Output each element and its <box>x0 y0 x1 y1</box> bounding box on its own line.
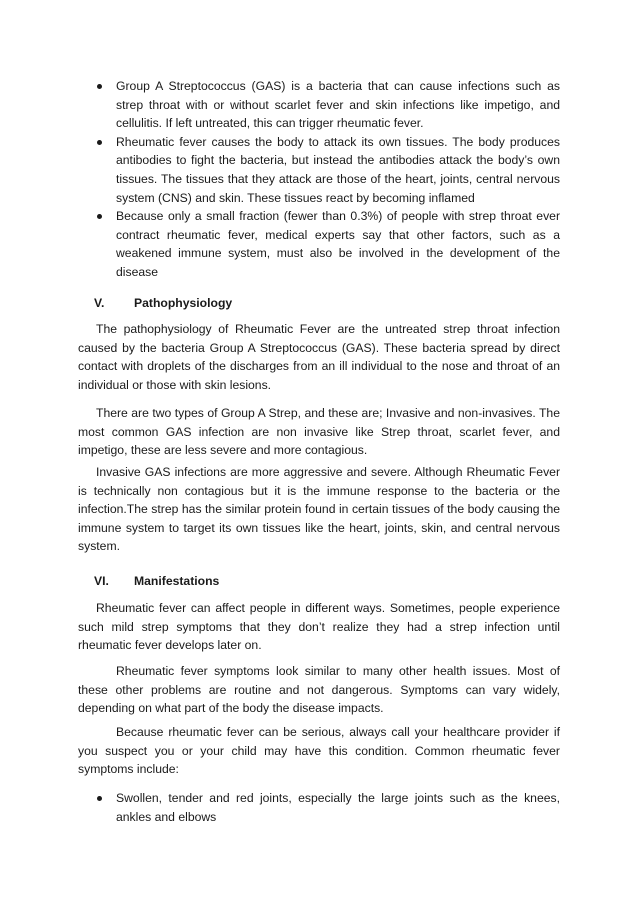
paragraph: Because rheumatic fever can be serious, always call your healthcare provider if you suspect you or your child may have this condition. Common rheumatic fever symptoms include: <box>78 725 560 777</box>
list-item <box>78 789 560 826</box>
bullet-icon <box>97 796 102 801</box>
paragraph: The pathophysiology of Rheumatic Fever are the untreated strep throat infection caused by the bacteria Group A Streptococcus (GAS). These bacteria spread by direct contact with droplets of the discharges from an ill individual to the nose and throat of an individual or those with skin lesions. <box>78 322 560 392</box>
intro-bullet-list <box>78 77 560 282</box>
section-number: V. <box>94 296 105 310</box>
paragraph: Rheumatic fever can affect people in different ways. Sometimes, people experience such mild strep symptoms that they don’t realize they had a strep infection until rheumatic fever develops later on. <box>78 601 560 653</box>
list-item-text: Group A Streptococcus (GAS) is a bacteria that can cause infections such as strep throat with or without scarlet fever and skin infections like impetigo, and cellulitis. If left untreated, this can trigger rheumatic fever. <box>116 79 560 131</box>
section-heading-pathophysiology <box>94 294 232 313</box>
list-item <box>78 207 560 281</box>
section-title: Manifestations <box>134 574 220 588</box>
section-heading-manifestations <box>94 572 219 591</box>
paragraph: Invasive GAS infections are more aggressive and severe. Although Rheumatic Fever is technically non contagious but it is the immune response to the bacteria or the infection.The strep has the similar protein found in certain tissues of the body causing the immune system to target its own tissues like the heart, joints, skin, and central nervous system. <box>78 465 560 554</box>
symptom-bullet-list <box>78 789 560 826</box>
section-title: Pathophysiology <box>134 296 233 310</box>
list-item-text: Rheumatic fever causes the body to attack its own tissues. The body produces antibodies to fight the bacteria, but instead the antibodies attack the body’s own tissues. The tissues that they attack are those of the heart, joints, central nervous system (CNS) and skin. These tissues react by becoming inflamed <box>116 134 560 205</box>
list-item-text: Swollen, tender and red joints, especially the large joints such as the knees, ankles and elbows <box>116 791 560 824</box>
paragraph: Rheumatic fever symptoms look similar to many other health issues. Most of these other problems are routine and not dangerous. Symptoms can vary widely, depending on what part of the body the disease impacts. <box>78 664 560 716</box>
bullet-icon <box>97 214 102 219</box>
paragraph: There are two types of Group A Strep, and these are; Invasive and non-invasives. The most common GAS infection are non invasive like Strep throat, scarlet fever, and impetigo, these are less severe and more contagious. <box>78 406 560 458</box>
list-item <box>78 133 560 207</box>
bullet-icon <box>97 140 102 145</box>
section-number: VI. <box>94 574 109 588</box>
list-item-text: Because only a small fraction (fewer than 0.3%) of people with strep throat ever contract rheumatic fever, medical experts say that other factors, such as a weakened immune system, must also be involved in the development of the disease <box>116 209 560 279</box>
list-item <box>78 77 560 133</box>
bullet-icon <box>97 84 102 89</box>
